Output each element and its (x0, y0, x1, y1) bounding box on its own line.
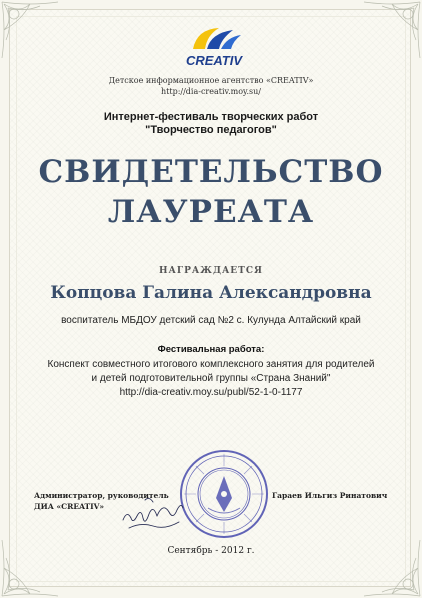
work-title: Конспект совместного итогового комплексного занятия для родителей (47, 359, 375, 370)
agency-name: Детское информационное агентство «CREATIV» (108, 76, 314, 85)
agency-url: http://dia-creativ.moy.su/ (161, 87, 261, 96)
issue-date: Сентябрь - 2012 г. (167, 546, 255, 556)
certificate-title-line2: ЛАУРЕАТА (107, 194, 315, 230)
corner-ornament (0, 0, 60, 60)
signatory-name: Гараев Ильгиз Ринатович (272, 491, 388, 500)
recipient-position: воспитатель МБДОУ детский сад №2 с. Кулунда Алтайский край (61, 315, 361, 326)
awarded-label: НАГРАЖДАЕТСЯ (159, 266, 263, 276)
recipient-name: Копцова Галина Александровна (50, 283, 372, 303)
work-label: Фестивальная работа: (157, 344, 265, 355)
creativ-logo-icon (181, 25, 247, 73)
seal-stamp (178, 448, 270, 540)
work-title-line2: и детей подготовительной группы «Страна Знаний" (91, 373, 331, 384)
certificate-title: СВИДЕТЕЛЬСТВО (38, 154, 384, 190)
festival-subtitle: "Творчество педагогов" (145, 124, 277, 136)
signatory-role: Администратор, руководитель (34, 491, 169, 500)
work-url: http://dia-creativ.moy.su/publ/52-1-0-1177 (119, 387, 303, 398)
signatory-organization: ДИА «CREATIV» (34, 502, 105, 511)
logo-text: CREATIV (185, 53, 243, 68)
corner-ornament (362, 0, 422, 60)
festival-name: Интернет-фестиваль творческих работ (103, 111, 319, 123)
